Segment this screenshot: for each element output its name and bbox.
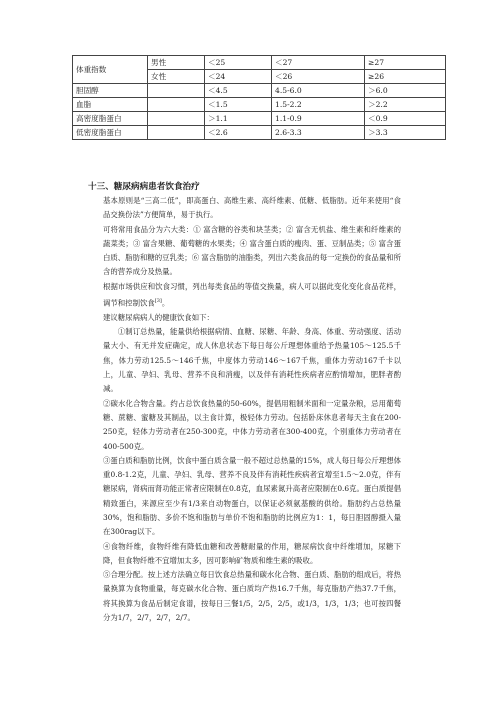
table-cell-label: 血脂 [73,98,148,112]
table-cell-v1: ＞1.1 [205,112,272,126]
table-cell-v2: 2.6-3.3 [272,126,365,140]
paragraph-exchange-text: 根据市场供应和饮食习惯，列出每类食品的等值交换量，病人可以据此变化变化食品花样，调节和控制饮食 [103,281,401,308]
table-cell-label: 低密度脂蛋白 [73,126,148,140]
table-row [73,56,446,70]
item-dietary-fiber: ④食物纤维，食物纤维有降低血糖和改善糖耐量的作用，糖尿病饮食中纤维增加，尿糖下降，但食物纤维不宜增加太多，因可影响矿物质和维生素的吸收。 [103,541,401,565]
table-row [73,126,446,140]
table-row [73,84,446,98]
table-cell-v1: ＜25 [205,56,272,70]
table-cell-sub [148,84,205,98]
table-cell-v1: ＜1.5 [205,98,272,112]
table-cell-sub: 女性 [148,70,205,84]
item-carbohydrates: ②碳水化合物含量。约占总饮食热量的50-60%，提倡用粗制米面和一定量杂粮，忌用葡萄糖、蔗糖、蜜糖及其制品，以主食计算，极轻体力劳动。包括卧床休息者每天主食在200-250克，轻体力劳动者在250-300克，中体力劳动者在300-400克，个别重体力劳动者在400-500克。 [103,398,401,451]
table-row [73,112,446,126]
table-cell-sub: 男性 [148,56,205,70]
table-cell-sub [148,112,205,126]
table-cell-v2: 4.5-6.0 [272,84,365,98]
item-protein-fat: ③蛋白质和脂肪比例，饮食中蛋白质含量一般不超过总热量的15%，成人每日每公斤理想体重0.8-1.2克，儿童、孕妇、乳母、营养不良及伴有消耗性疾病者宜增至1.5～2.0克，伴有糖尿病，肾病而肾功能正常者应限制在0.8克，血尿素氮升高者应限制在0.6克。蛋白质提倡精致蛋白，来源应至少有1/3来自动物蛋白，以保证必须氨基酸的供给。脂肪约占总热量30%，饱和脂肪、多价不饱和脂肪与单价不饱和脂肪的比例应为1：1，每日胆固醇摄入量在300rag以下。 [103,455,401,537]
section-body [103,194,401,625]
table-cell-v2: ＜27 [272,56,365,70]
table-cell-v3: ≥26 [365,70,446,84]
citation-ref: [3] [154,298,162,305]
table-cell-sub [148,126,205,140]
table-row [73,98,446,112]
table-cell-v3: ＞6.0 [365,84,446,98]
table-cell-v1: ＜4.5 [205,84,272,98]
paragraph-principle: 基本原则是“三高二低”，即高蛋白、高维生素、高纤维素、低糖、低脂肪。近年来使用“食品交换份法”方便简单，易于执行。 [103,196,401,220]
table-cell-v2: ＜26 [272,70,365,84]
table-cell-v3: ≥27 [365,56,446,70]
table-cell-label: 胆固醇 [73,84,148,98]
table-cell-v3: ＞2.2 [365,98,446,112]
table-cell-v2: 1.1-0.9 [272,112,365,126]
paragraph-advice-intro: 建议糖尿病病人的健康饮食如下： [103,312,214,322]
paragraph-exchange-end: 。 [161,298,170,308]
table-cell-sub [148,98,205,112]
paragraph-food-groups: 可将常用食品分为六大类：① 富含糖的谷类和块茎类；② 富含无机盐、维生素和纤维素的蔬菜类；③ 富含果糖、葡萄糖的水果类；④ 富含蛋白质的瘦肉、蛋、豆制品类；⑤ 富含蛋白质、脂肪和糖的豆乳类；⑥ 富含脂肪的油脂类，列出六类食品的每一定换份的食品量和所含的营养成分及热量。 [103,224,401,277]
item-meal-distribution: ⑤合理分配。按上述方法确立每日饮食总热量和碳水化合物、蛋白质、脂肪的组成后，将热量换算为食物重量，每克碳水化合物、蛋白质均产热16.7千焦，每克脂肪产热37.7千焦，将其换算为食品后制定食谱，按每日三餐1/5，2/5，2/5，或1/3，1/3，1/3；也可按四餐分为1/7，2/7，2/7，2/7。 [103,570,401,623]
table-cell-label: 高密度脂蛋白 [73,112,148,126]
table-cell-v3: ＞3.3 [365,126,446,140]
reference-values-table [72,55,446,140]
item-total-calories: ①制订总热量，能量供给根据病情、血糖、尿糖、年龄、身高、体重、劳动强度、活动量大小、有无并发症确定，成人休息状态下每日每公斤理想体重给予热量105～125.5千焦，体力劳动125.5～146千焦，中度体力劳动146～167千焦，重体力劳动167千卡以上，儿童、孕妇、乳母、营养不良和消瘦，以及伴有消耗性疾病者应酌情增加，肥胖者酌减。 [103,327,401,394]
table-cell-v1: ＜24 [205,70,272,84]
table-cell-v1: ＜2.6 [205,126,272,140]
section-heading: 十三、糖尿病病患者饮食治疗 [88,182,200,192]
table-cell-v2: 1.5-2.2 [272,98,365,112]
table-cell-v3: ＜0.9 [365,112,446,126]
table-cell-label: 体重指数 [73,56,148,84]
paragraph-exchange [103,280,401,311]
